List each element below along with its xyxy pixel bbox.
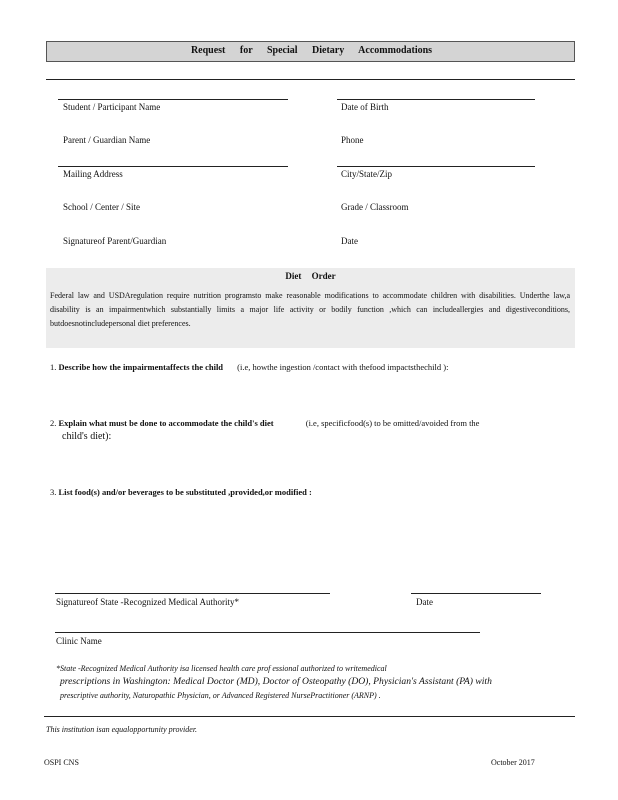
form-title: Request for Special Dietary Accommodations — [190, 45, 433, 56]
question-3-number: 3. — [50, 487, 57, 497]
question-3 — [50, 487, 570, 497]
question-2 — [50, 418, 570, 428]
footnote-line-2: prescriptions in Washington: Medical Doctor (MD), Doctor of Osteopathy (DO), Physician's Assistant (PA) with — [60, 676, 492, 687]
question-1-number: 1. — [50, 362, 57, 372]
address-label: Mailing Address — [63, 169, 123, 179]
diet-order-text: Federal law and USDAregulation require nutrition programsto make reasonable modifications to accommodate children with disabilities. Underthe law,a disability is an impairmentwhich substantially limits a major life activity or bodily function ,which can includeallergies and digestiveconditions, butdoesnotincludepersonal diet preferences. — [50, 291, 570, 328]
question-2-continued: child's diet): — [62, 431, 112, 442]
question-1-prompt: Describe how the impairmentaffects the child — [58, 362, 224, 372]
title-divider — [46, 79, 575, 80]
phone-label: Phone — [341, 135, 364, 145]
equal-opportunity-statement: This institution isan equalopportunity provider. — [46, 725, 198, 734]
parent-line — [58, 166, 288, 167]
question-2-hint: (i.e, specificfood(s) to be omitted/avoided from the — [305, 418, 480, 428]
authority-signature-line — [55, 593, 330, 594]
diet-order-title: Diet Order — [285, 271, 336, 281]
footer-date: October 2017 — [491, 758, 535, 767]
school-label: School / Center / Site — [63, 202, 140, 212]
phone-line — [337, 166, 535, 167]
parent-name-label: Parent / Guardian Name — [63, 135, 151, 145]
dob-line — [337, 99, 535, 100]
parent-signature-date-label: Date — [341, 236, 358, 246]
grade-label: Grade / Classroom — [341, 202, 409, 212]
question-3-prompt: List food(s) and/or beverages to be substituted ,provided,or modified : — [58, 487, 312, 497]
question-1-hint: (i.e, howthe ingestion /contact with thefood impactsthechild ): — [237, 362, 449, 372]
clinic-name-label: Clinic Name — [56, 636, 102, 646]
footer-agency: OSPI CNS — [44, 758, 79, 767]
city-state-zip-label: City/State/Zip — [341, 169, 392, 179]
footnote-line-3: prescriptive authority, Naturopathic Physician, or Advanced Registered NursePractitioner (ARNP) . — [60, 691, 381, 700]
question-2-prompt: Explain what must be done to accommodate the child's diet — [58, 418, 274, 428]
diet-order-box — [46, 268, 575, 348]
parent-signature-label: Signatureof Parent/Guardian — [63, 236, 167, 246]
clinic-line — [55, 632, 480, 633]
form-title-bar — [46, 41, 575, 62]
question-2-number: 2. — [50, 418, 57, 428]
student-name-label: Student / Participant Name — [63, 102, 161, 112]
authority-date-line — [411, 593, 541, 594]
authority-date-label: Date — [416, 597, 433, 607]
footnote-line-1: *State -Recognized Medical Authority isa licensed health care prof essional authorized to writemedical — [56, 664, 387, 673]
question-1 — [50, 362, 570, 372]
dob-label: Date of Birth — [341, 102, 389, 112]
authority-signature-label: Signatureof State -Recognized Medical Authority* — [56, 597, 239, 607]
footer-divider — [44, 716, 575, 717]
student-line — [58, 99, 288, 100]
